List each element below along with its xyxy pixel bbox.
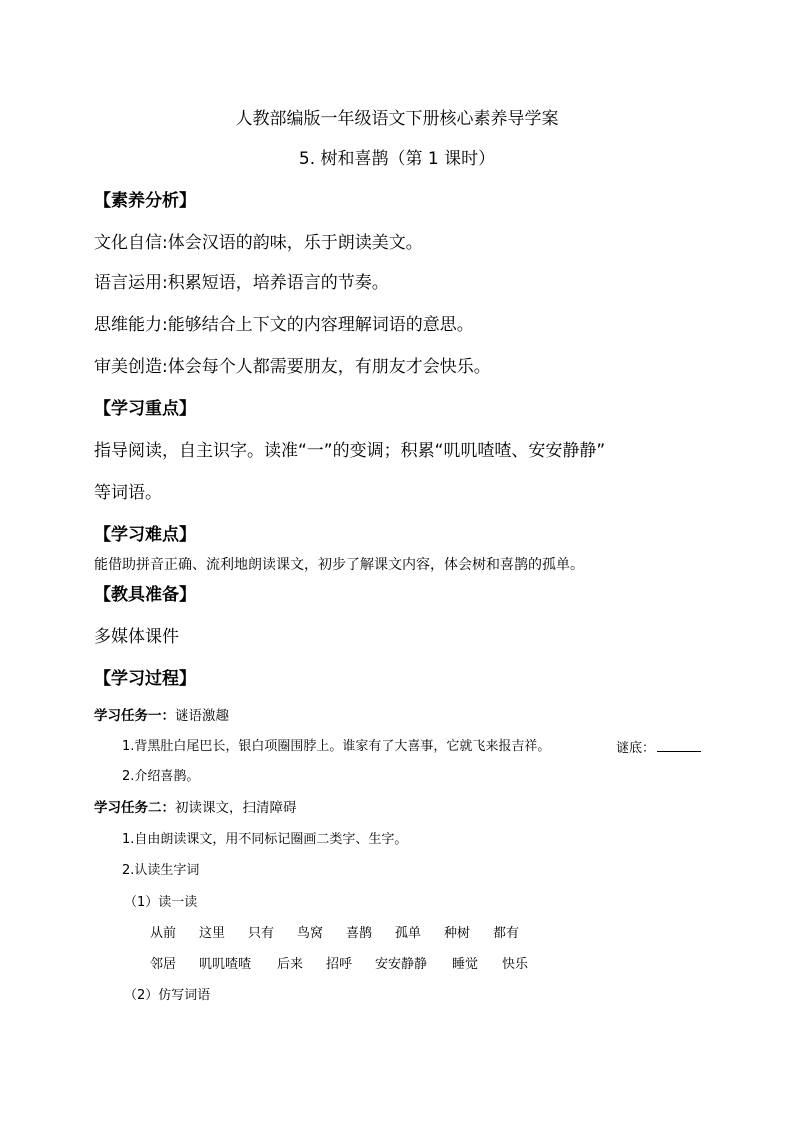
document-title: 人教部编版一年级语文下册核心素养导学案 — [235, 109, 559, 129]
task2-sub-2: （2）仿写词语 — [124, 988, 211, 1003]
task2-title — [94, 798, 297, 818]
analysis-line-culture: 文化自信:体会汉语的韵味，乐于朗读美文。 — [94, 233, 423, 253]
task2-sub-1: （1）读一读 — [124, 895, 198, 910]
task2-name: 初读课文，扫清障碍 — [175, 800, 297, 816]
word-item: 这里 — [199, 926, 226, 941]
task1-item-2: 2.介绍喜鹊。 — [122, 769, 200, 784]
word-item: 鸟窝 — [297, 926, 324, 941]
word-item: 种树 — [444, 926, 471, 941]
process-heading: 【学习过程】 — [94, 669, 196, 689]
word-item: 睡觉 — [452, 957, 479, 972]
word-item: 叽叽喳喳 — [199, 957, 252, 972]
task1-name: 谜语激趣 — [175, 708, 229, 724]
word-item: 安安静静 — [375, 957, 428, 972]
difficulties-line: 能借助拼音正确、流利地朗读课文，初步了解课文内容，体会树和喜鹊的孤单。 — [94, 557, 584, 573]
riddle-answer-blank — [657, 737, 701, 752]
analysis-line-aesthetic: 审美创造:体会每个人都需要朋友，有朋友才会快乐。 — [94, 357, 491, 377]
task1-title — [94, 706, 229, 726]
task2-item-2: 2.认读生字词 — [122, 863, 200, 878]
key-points-heading: 【学习重点】 — [94, 399, 196, 419]
analysis-line-thinking: 思维能力:能够结合上下文的内容理解词语的意思。 — [94, 315, 474, 335]
word-item: 孤单 — [395, 926, 422, 941]
word-item: 招呼 — [326, 957, 353, 972]
lesson-title: 5. 树和喜鹊（第 1 课时） — [298, 149, 496, 169]
difficulties-heading: 【学习难点】 — [94, 525, 196, 545]
key-points-line-2: 等词语。 — [94, 483, 162, 503]
word-item: 只有 — [248, 926, 275, 941]
materials-line: 多媒体课件 — [94, 627, 179, 647]
task1-label: 学习任务一： — [94, 708, 175, 724]
analysis-heading: 【素养分析】 — [94, 191, 196, 211]
task1-item-1: 1.背黑肚白尾巴长，银白项圈围脖上。谁家有了大喜事，它就飞来报吉祥。 — [122, 739, 551, 754]
word-item: 从前 — [150, 926, 177, 941]
materials-heading: 【教具准备】 — [94, 585, 196, 605]
word-item: 喜鹊 — [346, 926, 373, 941]
riddle-answer-label: 谜底： — [616, 741, 656, 756]
task2-item-1: 1.自由朗读课文，用不同标记圈画二类字、生字。 — [122, 832, 408, 847]
word-item: 邻居 — [150, 957, 177, 972]
word-item: 后来 — [277, 957, 304, 972]
word-item: 快乐 — [502, 957, 529, 972]
key-points-line-1: 指导阅读，自主识字。读准“一”的变调；积累“叽叽喳喳、安安静静” — [94, 441, 606, 461]
riddle-answer — [616, 737, 701, 759]
task2-label: 学习任务二： — [94, 800, 175, 816]
word-item: 都有 — [493, 926, 520, 941]
analysis-line-language: 语言运用:积累短语，培养语言的节奏。 — [94, 273, 389, 293]
